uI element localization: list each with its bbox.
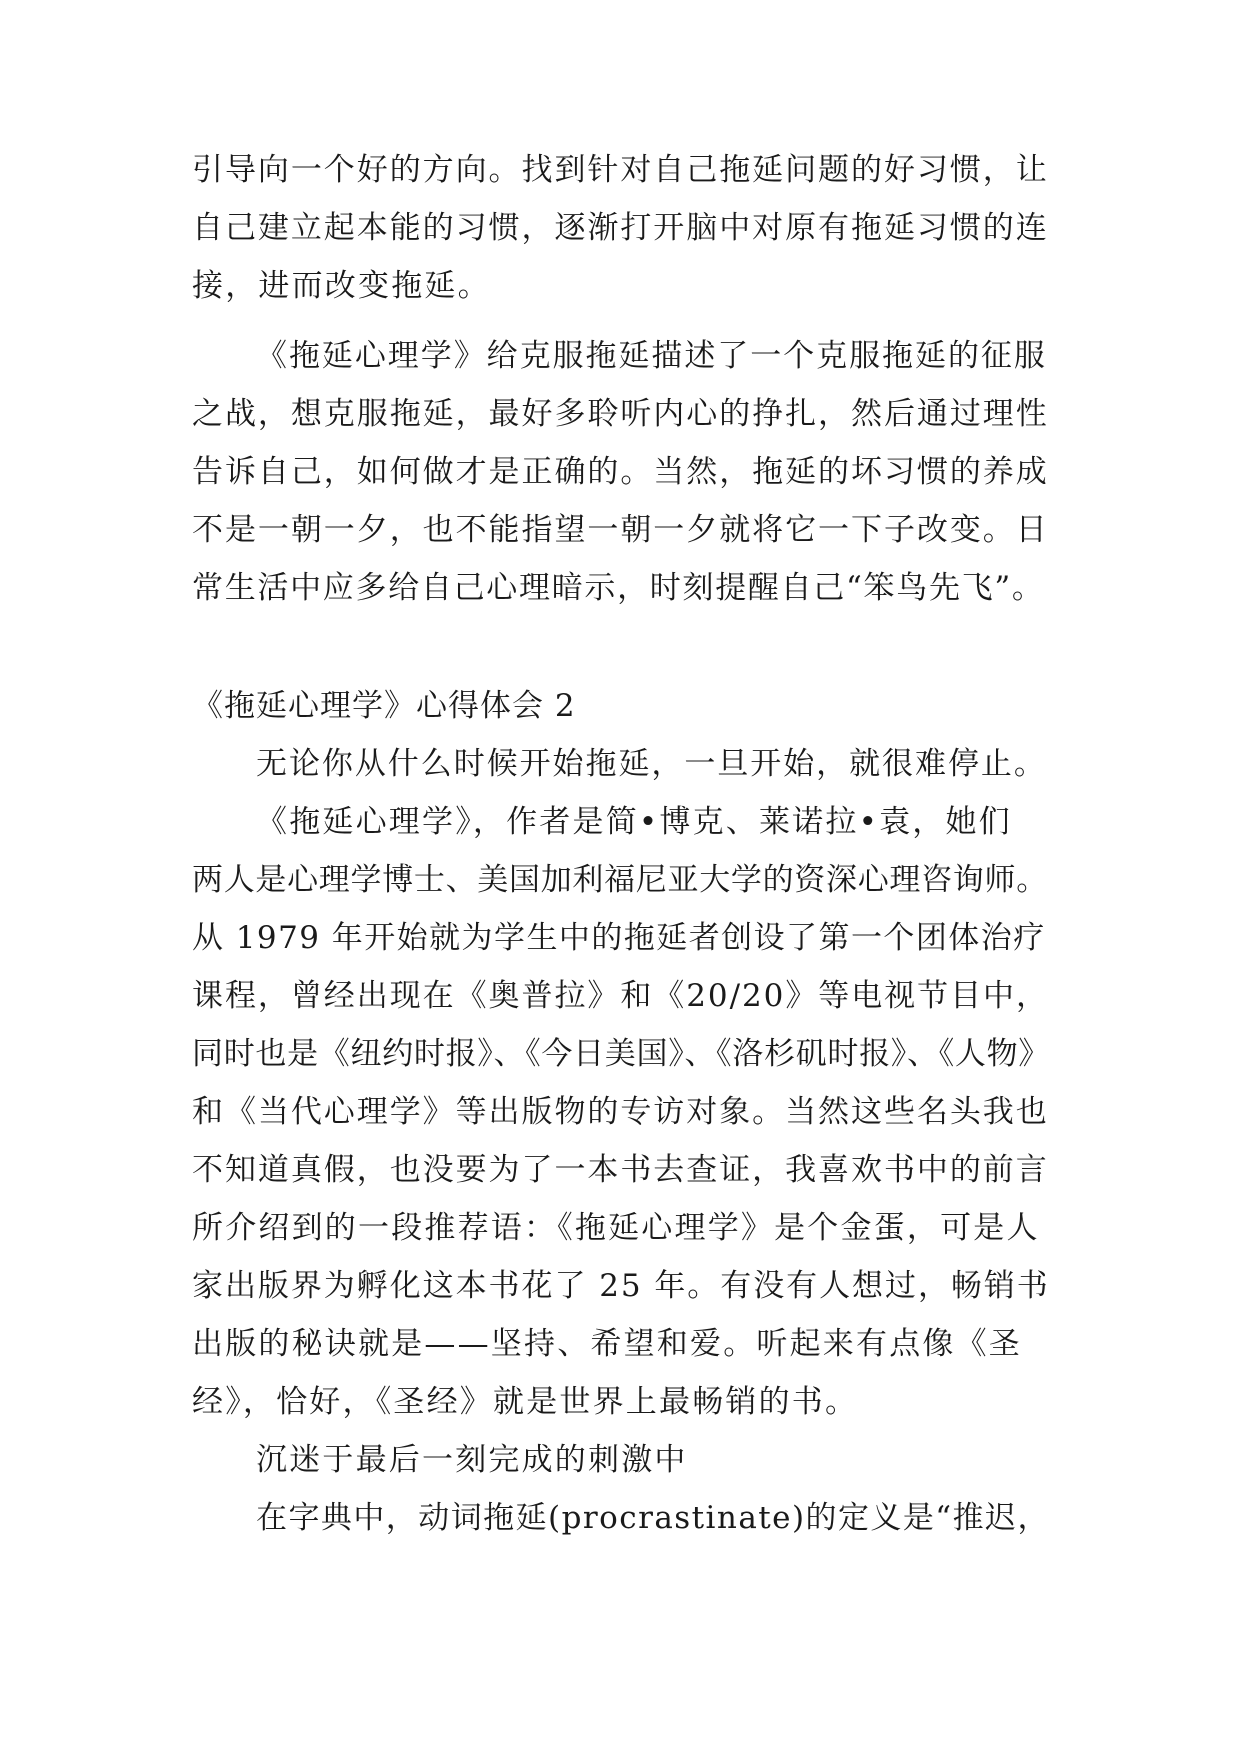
paragraph-line: 两人是心理学博士、美国加利福尼亚大学的资深心理咨询师。	[192, 862, 1048, 898]
paragraph-line: 不知道真假，也没要为了一本书去查证，我喜欢书中的前言	[192, 1152, 1049, 1188]
section-heading: 《拖延心理学》心得体会 2	[192, 688, 576, 724]
paragraph-line: 沉迷于最后一刻完成的刺激中	[256, 1442, 688, 1478]
paragraph-line: 之战，想克服拖延，最好多聆听内心的挣扎，然后通过理性	[192, 396, 1049, 432]
paragraph-line: 同时也是《纽约时报》、《今日美国》、《洛杉矶时报》、《人物》	[192, 1036, 1050, 1072]
paragraph-line: 经》，恰好，《圣经》就是世界上最畅销的书。	[192, 1384, 859, 1420]
paragraph-line: 在字典中，动词拖延(procrastinate)的定义是“推迟，	[256, 1500, 1050, 1536]
paragraph-line: 课程，曾经出现在《奥普拉》和《20/20》等电视节目中，	[192, 978, 1049, 1014]
paragraph-line: 《拖延心理学》，作者是简•博克、莱诺拉•袁，她们	[256, 804, 1012, 840]
paragraph-line: 常生活中应多给自己心理暗示，时刻提醒自己“笨鸟先飞”。	[192, 570, 1045, 606]
paragraph-line: 所介绍到的一段推荐语：《拖延心理学》是个金蛋，可是人	[192, 1210, 1040, 1246]
paragraph-line: 无论你从什么时候开始拖延，一旦开始，就很难停止。	[256, 746, 1047, 782]
paragraph-line: 从 1979 年开始就为学生中的拖延者创设了第一个团体治疗	[192, 920, 1046, 956]
paragraph-line: 出版的秘诀就是——坚持、希望和爱。听起来有点像《圣	[192, 1326, 1022, 1362]
paragraph-line: 自己建立起本能的习惯，逐渐打开脑中对原有拖延习惯的连	[192, 210, 1049, 246]
paragraph-line: 家出版界为孵化这本书花了 25 年。有没有人想过，畅销书	[192, 1268, 1050, 1304]
paragraph-line: 引导向一个好的方向。找到针对自己拖延问题的好习惯，让	[192, 152, 1049, 188]
paragraph-line: 接，进而改变拖延。	[192, 268, 491, 304]
paragraph-line: 《拖延心理学》给克服拖延描述了一个克服拖延的征服	[256, 338, 1047, 374]
paragraph-line: 不是一朝一夕，也不能指望一朝一夕就将它一下子改变。日	[192, 512, 1049, 548]
paragraph-line: 告诉自己，如何做才是正确的。当然，拖延的坏习惯的养成	[192, 454, 1049, 490]
paragraph-line: 和《当代心理学》等出版物的专访对象。当然这些名头我也	[192, 1094, 1049, 1130]
